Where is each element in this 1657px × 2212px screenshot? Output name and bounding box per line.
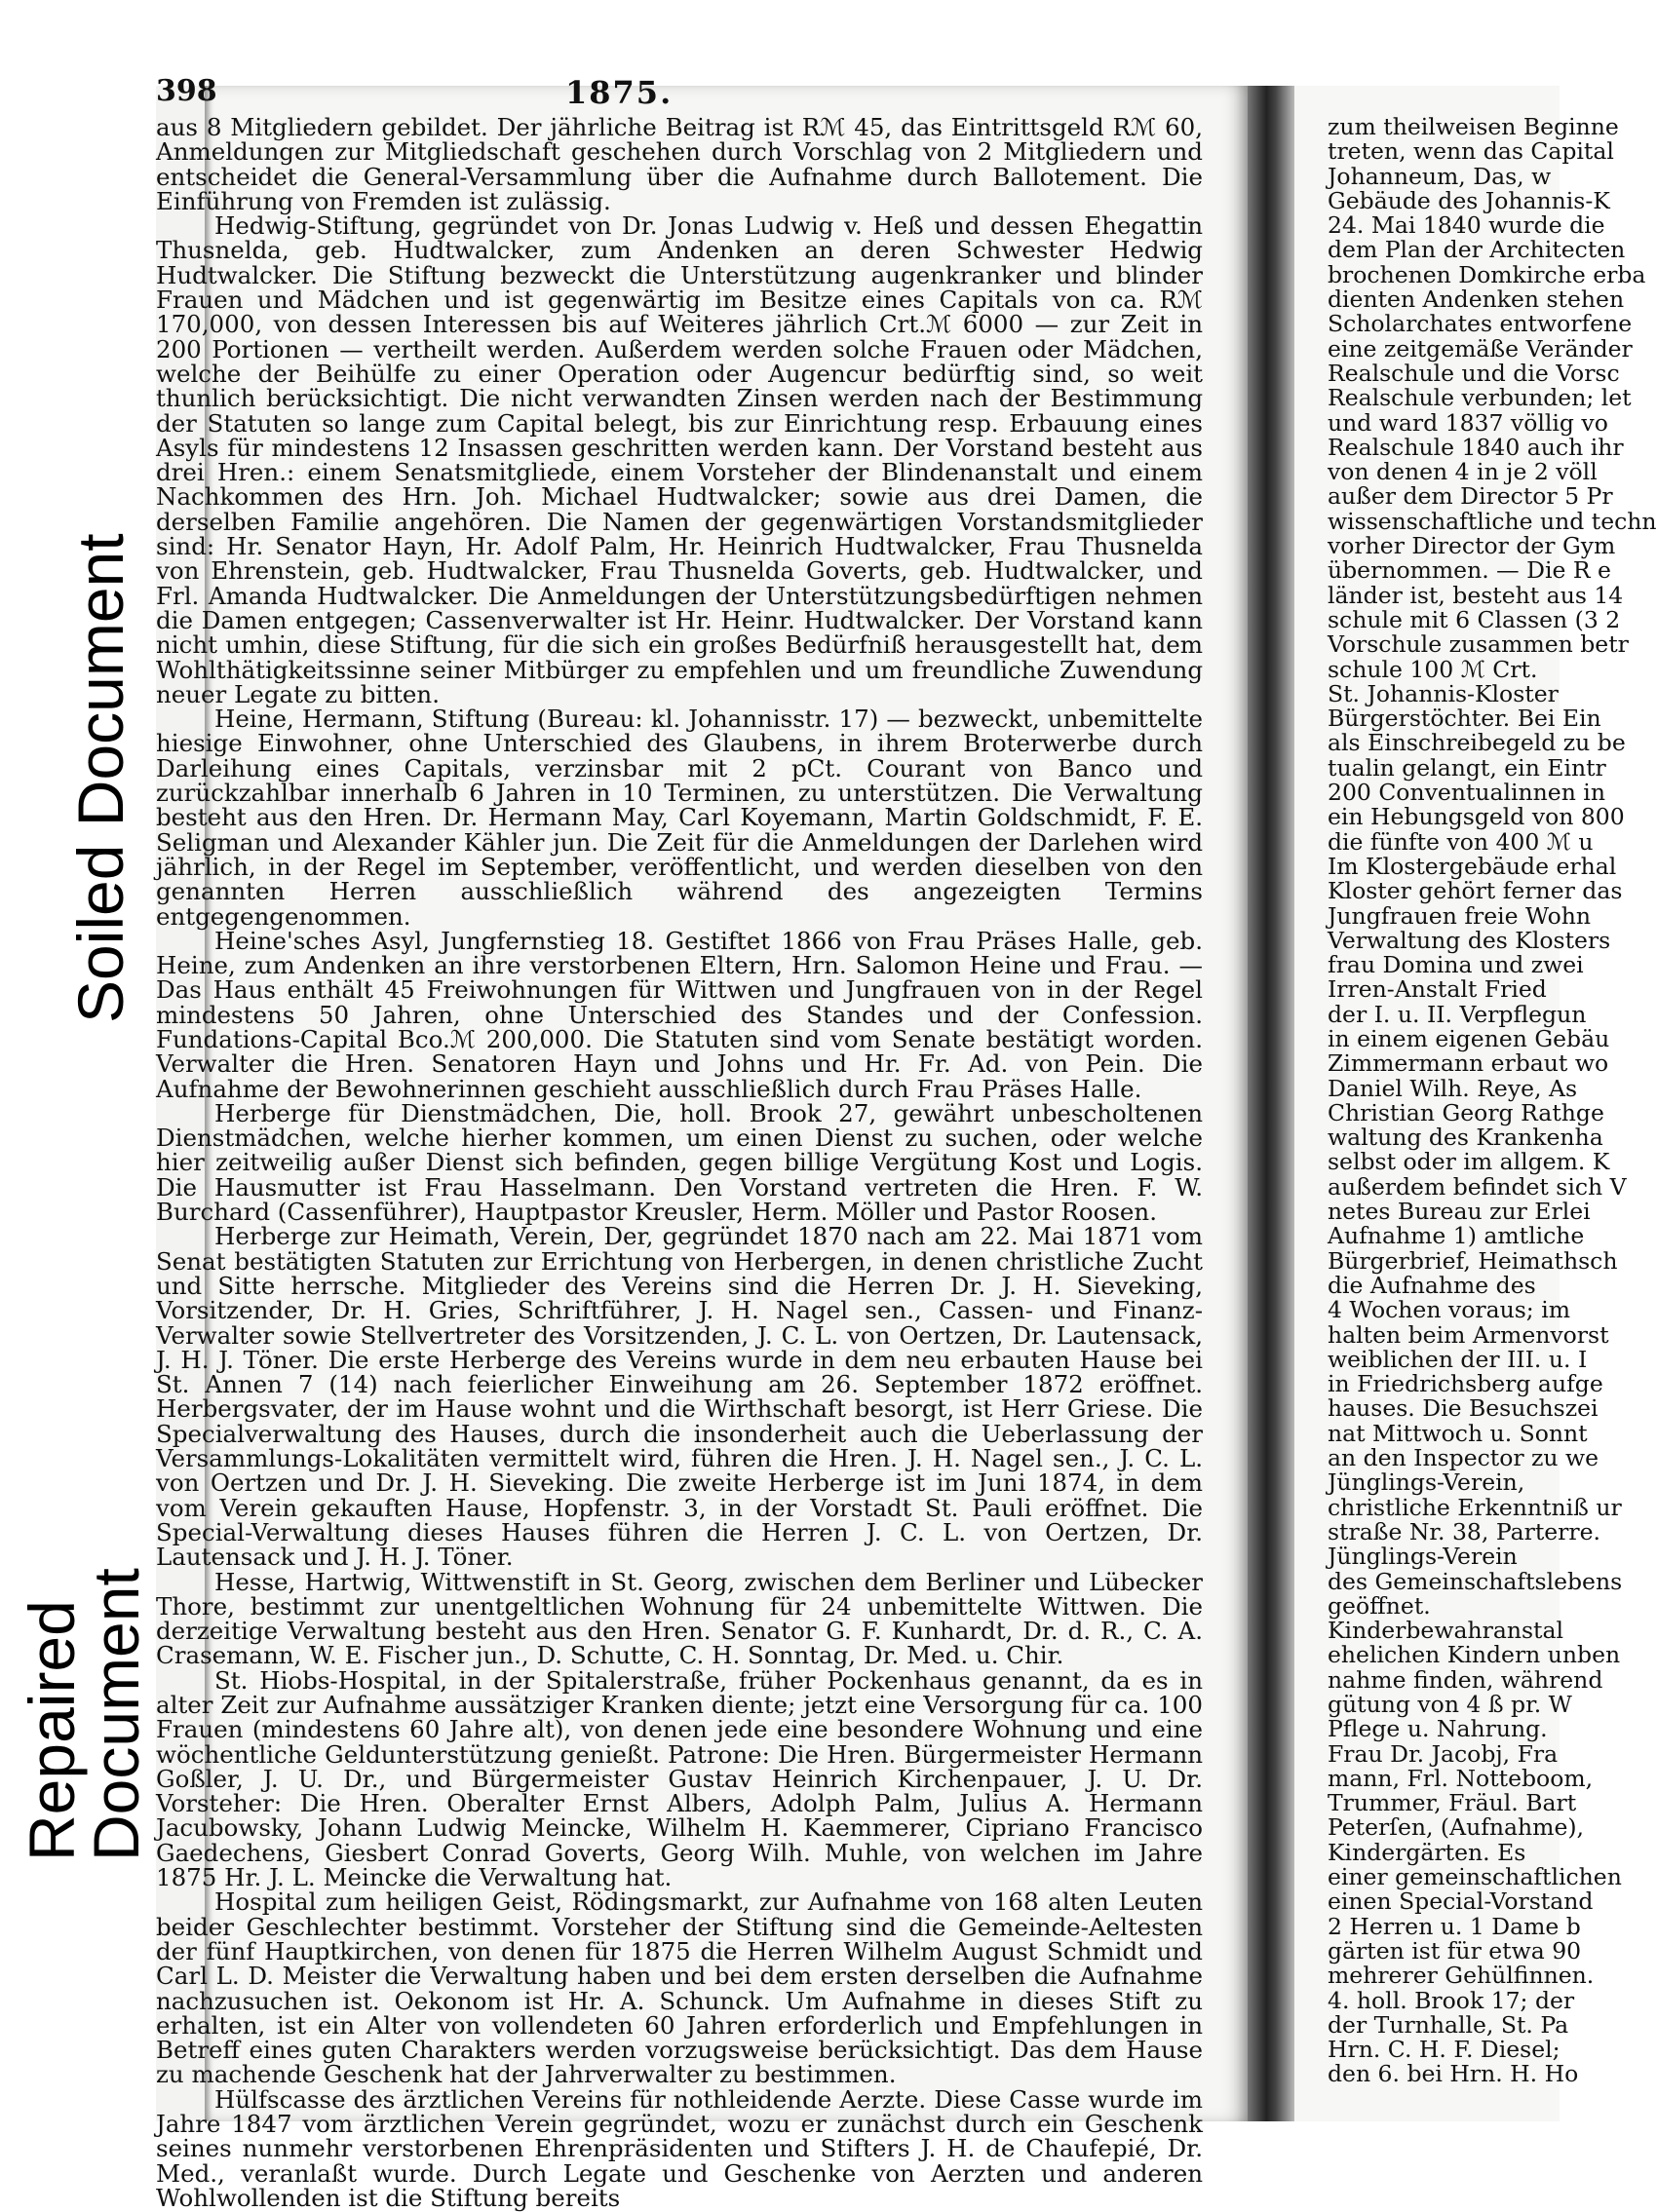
- text-line: treten, wenn das Capital: [1328, 137, 1614, 166]
- text-line: Scholarchates entworfene: [1328, 310, 1633, 338]
- text-line: ehelichen Kindern unben: [1328, 1641, 1621, 1669]
- text-line: Realschule und die Vorsc: [1328, 359, 1620, 387]
- text-line: waltung des Krankenha: [1328, 1124, 1603, 1152]
- text-line: Christian Georg Rathge: [1328, 1098, 1604, 1126]
- paragraph: Heine'sches Asyl, Jungfernstieg 18. Gestiftet 1866 von Frau Präses Halle, geb. Heine, zum Andenken an ihre verstorbenen Eltern, Hrn. Salomon Heine und Frau. — Das Haus enthält 45 Freiwohnungen für Wittwen und Jungfrauen von in der Regel mindestens 50 Jahren, ohne Unterschied des Standes und der Confession. Fundations-Capital Bco.ℳ 200,000. Die Statuten sind vom Senate bestätigt worden. Verwalter die Hren. Senatoren Hayn und Johns und Hr. Fr. Ad. von Pein. Die Aufnahme der Bewohnerinnen geschieht ausschließlich durch Frau Präses Halle.: [156, 926, 1203, 1103]
- text-line: christliche Erkenntniß ur: [1328, 1493, 1622, 1521]
- text-line: Jünglings-Verein,: [1328, 1468, 1525, 1497]
- text-line: als Einschreibegeld zu be: [1328, 729, 1626, 757]
- text-line: Verwaltung des Klosters: [1328, 926, 1611, 954]
- text-line: Vorschule zusammen betr: [1328, 630, 1629, 659]
- text-line: tualin gelangt, ein Eintr: [1328, 753, 1606, 782]
- paragraph: Herberge für Dienstmädchen, Die, holl. Brook 27, gewährt unbescholtenen Dienstmädchen, welche hierher kommen, um einen Dienst zu suchen, oder welche hier zeitweilig außer Dienst sich befinden, gegen billige Vergütung Kost und Logis. Die Hausmutter ist Frau Hasselmann. Den Vorstand vertreten die Hren. F. W. Burchard (Cassenführer), Hauptpastor Kreusler, Herm. Möller und Pastor Roosen.: [156, 1098, 1203, 1227]
- text-line: Zimmermann erbaut wo: [1328, 1049, 1609, 1078]
- text-line: Bürgerbrief, Heimathsch: [1328, 1246, 1618, 1275]
- text-line: 4 Wochen voraus; im: [1328, 1296, 1570, 1324]
- text-line: hauses. Die Besuchszei: [1328, 1394, 1599, 1423]
- text-line: schule mit 6 Classen (3 2: [1328, 605, 1621, 633]
- paragraph: Hesse, Hartwig, Wittwenstift in St. Georg, zwischen dem Berliner und Lübecker Thore, bestimmt zur unentgeltlichen Wohnung für 24 unbemittelte Wittwen. Die derzeitige Verwaltung besteht aus den Hren. Senator G. F. Kunhardt, Dr. d. R., C. A. Crasemann, W. E. Fischer jun., D. Schutte, C. H. Sonntag, Dr. Med. u. Chir.: [156, 1567, 1203, 1670]
- paragraph: Hospital zum heiligen Geist, Rödingsmarkt, zur Aufnahme von 168 alten Leuten beider Geschlechter bestimmt. Vorsteher der Stiftung sind die Gemeinde-Aeltesten der fünf Hauptkirchen, von denen für 1875 die Herren Wilhelm August Schmidt und Carl L. D. Meister die Verwaltung haben und bei dem ersten derselben die Aufnahme nachzusuchen ist. Oekonom ist Hr. A. Schunck. Um Aufnahme in dieses Stift zu erhalten, ist ein Alter von vollendeten 60 Jahren erforderlich und Empfehlungen in Betreff eines guten Charakters werden vorzugsweise berücksichtigt. Das dem Hause zu machende Geschenk hat der Jahrverwalter zu bestimmen.: [156, 1888, 1203, 2089]
- text-line: die fünfte von 400 ℳ u: [1328, 827, 1594, 856]
- text-line: Aufnahme 1) amtliche: [1328, 1222, 1585, 1250]
- text-line: Kinderbewahranstal: [1328, 1617, 1564, 1645]
- text-line: Bürgerstöchter. Bei Ein: [1328, 705, 1601, 733]
- page-number: 398: [156, 74, 217, 108]
- text-line: schule 100 ℳ Crt.: [1328, 655, 1538, 683]
- text-line: in Friedrichsberg aufge: [1328, 1370, 1603, 1398]
- text-line: weiblichen der III. u. I: [1328, 1345, 1588, 1373]
- text-line: vorher Director der Gym: [1328, 532, 1616, 560]
- text-line: die Aufnahme des: [1328, 1271, 1536, 1299]
- text-line: den 6. bei Hrn. H. Ho: [1328, 2060, 1579, 2088]
- paragraph: Herberge zur Heimath, Verein, Der, gegründet 1870 nach am 22. Mai 1871 vom Senat bestätigten Statuten zur Errichtung von Herbergen, in denen christliche Zucht und Sitte herrsche. Mitglieder des Vereins sind die Herren Dr. J. H. Sieveking, Vorsitzender, Dr. H. Gries, Schriftführer, J. H. Nagel sen., Cassen- und Finanz-Verwalter sowie Stellvertreter des Vorsitzenden, J. C. L. von Oertzen, Dr. Lautensack, J. H. J. Töner. Die erste Herberge des Vereins wurde in dem neu erbauten Hause bei St. Annen 7 (14) nach feierlicher Einweihung am 26. September 1872 eröffnet. Herbergsvater, der im Hause wohnt und die Wirthschaft besorgt, ist Herr Griese. Die Specialverwaltung des Hauses, durch die insonderheit auch die Ueberlassung der Versammlungs-Lokalitäten vermittelt wird, führen die Hren. J. H. Nagel sen., J. C. L. von Oertzen und Dr. J. H. Sieveking. Die zweite Herberge ist im Juni 1874, in dem vom Verein gekauften Hause, Hopfenstr. 3, in der Vorstadt St. Pauli eröffnet. Die Special-Verwaltung dieses Hauses führen die Herren J. C. L. von Oertzen, Dr. Lautensack und J. H. J. Töner.: [156, 1222, 1203, 1572]
- text-line: Irren-Anstalt Fried: [1328, 975, 1547, 1004]
- text-line: übernommen. — Die R e: [1328, 556, 1611, 585]
- text-line: Jungfrauen freie Wohn: [1328, 901, 1592, 930]
- text-line: der Turnhalle, St. Pa: [1328, 2010, 1569, 2039]
- text-line: Realschule 1840 auch ihr: [1328, 433, 1624, 461]
- text-line: und ward 1837 völlig vo: [1328, 408, 1608, 437]
- text-line: 2 Herren u. 1 Dame b: [1328, 1912, 1581, 1940]
- text-line: Jünglings-Verein: [1328, 1543, 1518, 1571]
- page-header: [156, 74, 1023, 113]
- text-line: halten beim Armenvorst: [1328, 1320, 1609, 1349]
- right-page-text: [1328, 113, 1657, 2088]
- text-line: ein Hebungsgeld von 800: [1328, 803, 1625, 831]
- paragraph: St. Hiobs-Hospital, in der Spitalerstraße, früher Pockenhaus genannt, da es in alter Zeit zur Aufnahme aussätziger Kranken diente; jetzt eine Versorgung für ca. 100 Frauen (mindestens 60 Jahre alt), von denen jede eine besondere Wohnung und eine wöchentliche Geldunterstützung genießt. Patrone: Die Hren. Bürgermeister Hermann Goßler, J. U. Dr., und Bürgermeister Gustav Heinrich Kirchenpauer, J. U. Dr. Vorsteher: Die Hren. Oberalter Ernst Albers, Adolph Palm, Julius A. Hermann Jacubowsky, Johann Ludwig Meincke, Wilhelm H. Kaemmerer, Cipriano Francisco Gaedechens, Giesbert Conrad Goverts, Georg Wilh. Muhle, von welchen im Jahre 1875 Hr. J. L. Meincke die Verwaltung hat.: [156, 1665, 1203, 1892]
- text-line: netes Bureau zur Erlei: [1328, 1198, 1591, 1226]
- text-line: geöffnet.: [1328, 1591, 1431, 1620]
- text-line: dem Plan der Architecten: [1328, 236, 1626, 264]
- text-line: eine zeitgemäße Veränder: [1328, 334, 1633, 362]
- paragraph: aus 8 Mitgliedern gebildet. Der jährliche Beitrag ist Rℳ 45, das Eintrittsgeld Rℳ 60, Anmeldungen zur Mitgliedschaft geschehen durch Vorschlag von 2 Mitgliedern und entscheidet die General-Versammlung über die Aufnahme durch Ballotement. Die Einführung von Fremden ist zulässig.: [156, 113, 1203, 215]
- soiled-document-label: Soiled Document: [64, 533, 136, 1023]
- text-line: einer gemeinschaftlichen: [1328, 1863, 1622, 1891]
- paragraph: Hülfscasse des ärztlichen Vereins für nothleidende Aerzte. Diese Casse wurde im Jahre 1847 vom ärztlichen Verein gegründet, wozu er zunächst durch ein Geschenk seines nunmehr verstorbenen Ehrenpräsidenten und Stifters J. H. de Chaufepié, Dr. Med., veranlaßt wurde. Durch Legate und Geschenke von Aerzten und anderen Wohlwollenden ist die Stiftung bereits: [156, 2084, 1203, 2212]
- text-line: Daniel Wilh. Reye, As: [1328, 1074, 1577, 1102]
- text-line: des Gemeinschaftslebens: [1328, 1567, 1623, 1595]
- text-line: selbst oder im allgem. K: [1328, 1148, 1610, 1176]
- text-line: Kloster gehört ferner das: [1328, 877, 1623, 905]
- text-line: nat Mittwoch u. Sonnt: [1328, 1419, 1588, 1447]
- text-line: 200 Conventualinnen in: [1328, 779, 1605, 807]
- paragraph: Hedwig-Stiftung, gegründet von Dr. Jonas Ludwig v. Heß und dessen Ehegattin Thusnelda, geb. Hudtwalcker, zum Andenken an deren Schwester Hedwig Hudtwalcker. Die Stiftung bezweckt die Unterstützung augenkranker und blinder Frauen und Mädchen und ist gegenwärtig im Besitze eines Capitals von ca. Rℳ 170,000, von dessen Interessen bis auf Weiteres jährlich Crt.ℳ 6000 — zur Zeit in 200 Portionen — vertheilt werden. Außerdem werden solche Frauen oder Mädchen, welche der Beihülfe zu einer Operation oder Augencur bedürftig sind, so weit thunlich berücksichtigt. Die nicht verwandten Zinsen werden nach der Bestimmung der Statuten so lange zum Capital belegt, bis zur Einrichtung resp. Erbauung eines Asyls für mindestens 12 Insassen geschritten werden kann. Der Vorstand besteht aus drei Hren.: einem Senatsmitgliede, einem Vorsteher der Blindenanstalt und einem Nachkommen des Hrn. Joh. Michael Hudtwalcker; sowie aus drei Damen, die derselben Familie angehören. Die Namen der gegenwärtigen Vorstandsmitglieder sind: Hr. Senator Hayn, Hr. Adolf Palm, Hr. Heinrich Hudtwalcker, Frau Thusnelda von Ehrenstein, geb. Hudtwalcker, Frau Thusnelda Goverts, geb. Hudtwalcker, und Frl. Amanda Hudtwalcker. Die Anmeldungen der Unterstützungsbedürftigen nehmen die Damen entgegen; Cassenverwalter ist Hr. Heinr. Hudtwalcker. Der Vorstand kann nicht umhin, diese Stiftung, für die sich ein großes Bedürfniß herausgestellt hat, dem Wohlthätigkeitssinne seiner Mitbürger zu empfehlen und um freundliche Zuwendung neuer Legate zu bitten.: [156, 211, 1203, 708]
- text-line: straße Nr. 38, Parterre.: [1328, 1517, 1601, 1545]
- text-line: Frau Dr. Jacobj, Fra: [1328, 1739, 1559, 1768]
- text-line: der I. u. II. Verpflegun: [1328, 1000, 1587, 1028]
- text-line: mehrerer Gehülfinnen.: [1328, 1962, 1595, 1990]
- text-line: an den Inspector zu we: [1328, 1444, 1599, 1472]
- text-line: außer dem Director 5 Pr: [1328, 482, 1613, 511]
- text-line: 24. Mai 1840 wurde die: [1328, 211, 1605, 240]
- text-line: Kindergärten. Es: [1328, 1838, 1526, 1866]
- text-line: Pflege u. Nahrung.: [1328, 1715, 1548, 1743]
- text-line: nahme finden, während: [1328, 1665, 1603, 1694]
- text-line: Gebäude des Johannis-K: [1328, 186, 1610, 214]
- text-line: Trummer, Fräul. Bart: [1328, 1789, 1577, 1817]
- text-line: in einem eigenen Gebäu: [1328, 1024, 1610, 1052]
- text-line: Im Klostergebäude erhal: [1328, 852, 1617, 880]
- text-line: frau Domina und zwei: [1328, 951, 1584, 979]
- text-line: von denen 4 in je 2 völl: [1328, 458, 1598, 486]
- repaired-document-label: [16, 1568, 152, 1861]
- repaired-label-line-2: Document: [80, 1568, 152, 1861]
- paragraph: Heine, Hermann, Stiftung (Bureau: kl. Johannisstr. 17) — bezweckt, unbemittelte hiesige Einwohner, ohne Unterschied des Glaubens, in ihrem Broterwerbe durch Darleihung eines Capitals, verzinsbar mit 2 pCt. Courant von Banco und zurückzahlbar innerhalb 6 Jahren in 10 Terminen, zu unterstützen. Die Verwaltung besteht aus den Hren. Dr. Hermann May, Carl Koyemann, Martin Goldschmidt, F. E. Seligman und Alexander Kähler jun. Die Zeit für die Anmeldungen der Darlehen wird jährlich, in der Regel im September, veröffentlicht, und werden dieselben von den genannten Herren ausschließlich während des angezeigten Termins entgegengenommen.: [156, 705, 1203, 931]
- repaired-label-line-1: Repaired: [16, 1600, 88, 1861]
- text-line: St. Johannis-Kloster: [1328, 679, 1559, 707]
- text-line: Peterſen, (Aufnahme),: [1328, 1813, 1585, 1842]
- text-line: brochenen Domkirche erba: [1328, 260, 1646, 288]
- text-line: Hrn. C. H. F. Diesel;: [1328, 2036, 1561, 2064]
- text-line: einen Special-Vorstand: [1328, 1888, 1594, 1916]
- text-line: Realschule verbunden; let: [1328, 384, 1632, 412]
- text-line: länder ist, besteht aus 14: [1328, 581, 1624, 609]
- text-line: 4. holl. Brook 17; der: [1328, 1986, 1575, 2014]
- text-line: wissenschaftliche und techn: [1328, 507, 1657, 535]
- text-line: dienten Andenken stehen: [1328, 286, 1625, 314]
- page-year: 1875.: [565, 74, 674, 111]
- text-line: Johanneum, Das, w: [1328, 162, 1552, 190]
- text-line: gütung von 4 ß pr. W: [1328, 1691, 1572, 1718]
- text-line: zum theilweisen Beginne: [1328, 113, 1619, 140]
- text-line: außerdem befindet sich V: [1328, 1172, 1627, 1201]
- book-gutter: [1248, 86, 1294, 2121]
- text-line: mann, Frl. Notteboom,: [1328, 1764, 1594, 1792]
- text-line: gärten ist für etwa 90: [1328, 1936, 1582, 1964]
- left-page-text: [156, 115, 1203, 2210]
